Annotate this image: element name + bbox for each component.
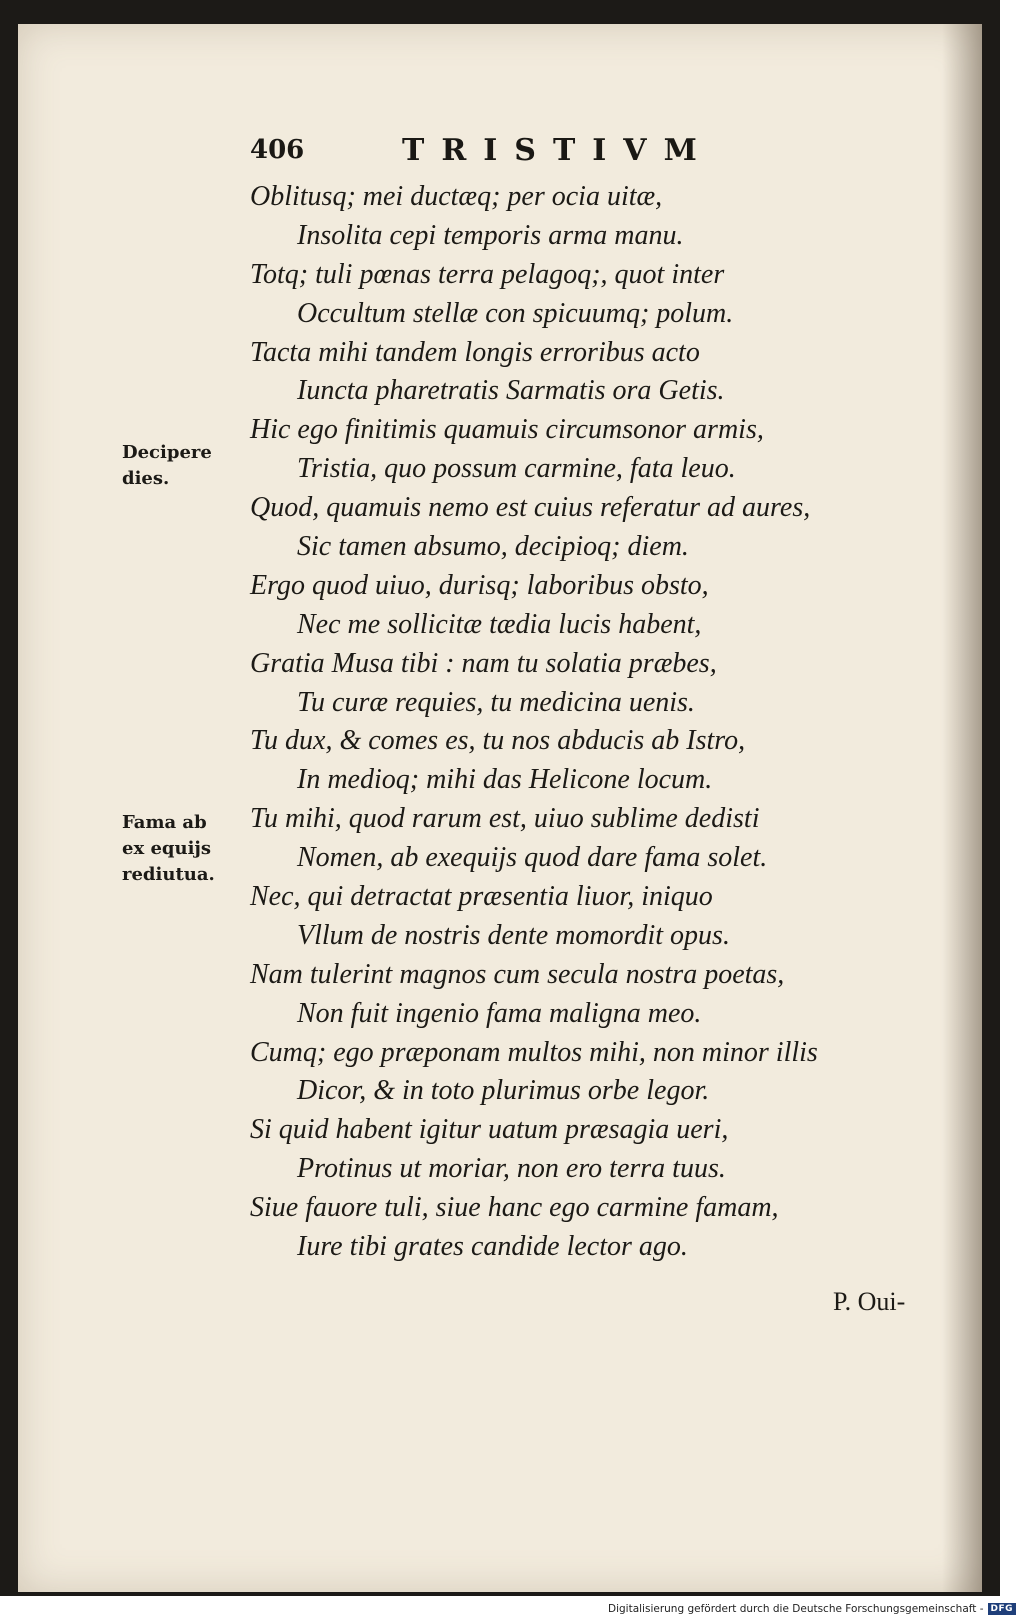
margin-note-line: Decipere [122,442,212,463]
verse-line: Nec me sollicitæ tædia lucis habent, [297,608,702,640]
verse-line: In medioq; mihi das Helicone locum. [297,764,713,796]
verse-line: Tu curæ requies, tu medicina uenis. [297,686,695,718]
page-header [250,135,750,171]
margin-note-decipere [122,440,212,492]
verse-block [250,178,850,1267]
verse-line: Nam tulerint magnos cum secula nostra poetas, [250,958,785,990]
verse-line: Non fuit ingenio fama maligna meo. [297,997,702,1029]
running-title: TRISTIVM [402,133,714,168]
verse-line: Protinus ut moriar, non ero terra tuus. [297,1153,726,1185]
margin-note-line: dies. [122,468,170,489]
page-number: 406 [250,135,305,165]
verse-line: Oblitusq; mei ductæq; per ocia uitæ, [250,181,663,212]
verse-line: Occultum stellæ con spicuumq; polum. [297,297,734,329]
verse-line: Gratia Musa tibi : nam tu solatia præbes, [250,647,717,679]
catchword: P. Oui- [833,1287,906,1316]
verse-line: Tacta mihi tandem longis erroribus acto [250,336,700,368]
verse-line: Tu mihi, quod rarum est, uiuo sublime dedisti [250,803,760,835]
verse-line: Vllum de nostris dente momordit opus. [297,919,730,951]
verse-line: Sic tamen absumo, decipioq; diem. [297,531,689,563]
verse-line: Hic ego finitimis quamuis circumsonor armis, [250,414,764,446]
credit-text: Digitalisierung gefördert durch die Deutsche Forschungsgemeinschaft - [608,1603,984,1615]
margin-note-fama [122,810,215,888]
verse-line: Insolita cepi temporis arma manu. [297,219,684,251]
verse-line: Ergo quod uiuo, durisq; laboribus obsto, [250,569,709,601]
verse-line: Totq; tuli pœnas terra pelagoq;, quot inter [250,258,725,290]
verse-line: Quod, quamuis nemo est cuius referatur ad aures, [250,492,811,524]
verse-line: Cumq; ego præponam multos mihi, non minor illis [250,1036,818,1068]
verse-line: Si quid habent igitur uatum præsagia ueri, [250,1114,729,1146]
digitization-credit [608,1600,1016,1618]
margin-note-line: ex equijs [122,838,212,859]
page-gutter-shadow [942,24,982,1592]
verse-line: Tristia, quo possum carmine, fata leuo. [297,453,736,485]
verse-line: Dicor, & in toto plurimus orbe legor. [297,1075,710,1107]
verse-line: Nomen, ab exequijs quod dare fama solet. [297,842,768,874]
verse-line: Iuncta pharetratis Sarmatis ora Getis. [297,375,725,407]
dfg-logo: DFG [988,1603,1016,1615]
verse-line: Siue fauore tuli, siue hanc ego carmine famam, [250,1192,779,1224]
margin-note-line: Fama ab [122,812,207,833]
verse-line: Iure tibi grates candide lector ago. [297,1231,688,1263]
margin-note-line: rediutua. [122,864,215,885]
verse-line: Nec, qui detractat præsentia liuor, iniquo [250,881,713,913]
verse-line: Tu dux, & comes es, tu nos abducis ab Istro, [250,725,746,757]
